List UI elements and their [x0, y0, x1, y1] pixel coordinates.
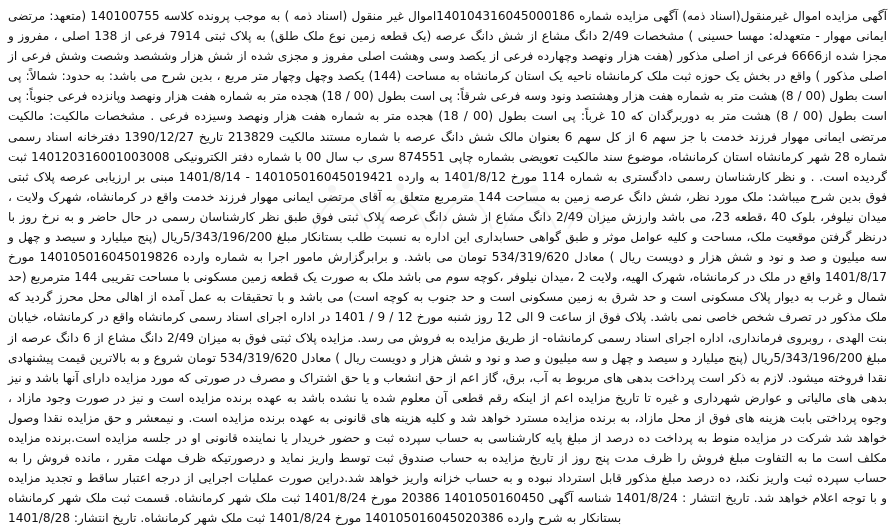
notice-footer-line: و با توجه اعلام بستانکار به شرح وارده 140105016045020386 مورخ 1401/8/24 ثبت ملک شهر کرمانشاه. تاریخ انتشار: 1401/8/28 [8, 491, 888, 526]
auction-notice-text [8, 6, 887, 528]
notice-paragraph: آگهی مزایده اموال غیرمنقول(اسناد ذمه) آگهی مزایده شماره 140104316045000186اموال غیر منقول (اسناد ذمه ) به موجب پرونده کلاسه 140100755 (متعهد: مرتضی ایمانی مهوار - متعهدله: مهسا حسینی ) مشخصات 2/49 دانگ مشاع از شش دانگ عرصه (یک قطعه زمین نوع ملک طلق) به پلاک ثبتی 7914 فرعی از 138 اصلی ، مفروز و مجزا شده از6666 فرعی از اصلی مذکور (هفت هزار ونهصد وچهارده فرعی از یکصد وسی وهشت اصلی مفروز و مجزی شده از شش هزار وششصد وشصت وشش فرعی از اصلی مذکور ) واقع در بخش یک حوزه ثبت ملک کرمانشاه ناحیه یک استان کرمانشاه به مساحت (144) یکصد وچهل وچهار متر مربع ، بدین شرح می باشد: به حدود: شمالاً: پی است بطول (00 / 8) هشت متر به شماره هفت هزار وهشتصد ونود وسه فرعی شرقاً: پی است بطول (00 / 18) هجده متر به شماره هفت هزار ونهصد وپانزده فرعی جنوباً: پی است بطول (00 / 8) هشت متر به دوربرگدان که 10 غرباً: پی است بطول (00 / 18) هجده متر به شماره هفت هزار ونهصد وسیزده فرعی . مشخصات مالکیت: مالکیت مرتضی ایمانی مهوار فرزند خدمت با جز سهم 6 از کل سهم 6 بعنوان مالک شش دانگ عرصه با شماره مستند مالکیت 213829 تاریخ 1390/12/27 دفترخانه اسناد رسمی شماره 28 شهر کرمانشاه استان کرمانشاه، موضوع سند مالکیت تعویضی بشماره چاپی 874551 سری ب سال 00 با شماره دفتر الکترونیکی 140120316001003008 ثبت گردیده است. . و نظر کارشناسان رسمی دادگستری به شماره 114 مورخ 1401/8/12 به وارده 140105016045019421 - 1401/8/14 مبنی بر ارزیابی عرصه پلاک ثبتی فوق بدین شرح میباشد: ملک مورد نظر، شش دانگ عرصه زمین به مساحت 144 مترمربع متعلق به آقای مرتضی ایمانی مهوار فرزند خدمت واقع در کرمانشاه، شهرک ولایت ، میدان نیلوفر، بلوک 40 ،قطعه 23، می باشد وارزش میزان 2/49 دانگ مشاع از شش دانگ عرصه پلاک ثبتی فوق طبق نظر کارشناسان رسمی در حال حاضر و به نرخ روز با درنظر گرفتن موقعیت ملک، مساحت و کلیه عوامل موثر و طبق گواهی حسابداری این اداره به نسبت طلب بستانکار مبلغ 5/343/196/200ریال (پنج میلیارد و سیصد و چهل و سه میلیون و صد و نود و شش هزار و دویست ریال ) معادل 534/319/620 تومان می باشد. و برابرگزارش مامور اجرا به شماره وارده 140105016045019826 مورخ 1401/8/17 واقع در ملک در کرمانشاه، شهرک الهیه، ولایت 2 ،میدان نیلوفر ،کوچه سوم می باشد ملک به صورت یک قطعه زمین مسکونی با مساحت تقریبی 144 مترمربع (حد شمال و غرب به دیوار پلاک مسکونی است و حد شرق به زمین مسکونی است و حد جنوب به کوچه است) می باشد و با تحقیقات به عمل آمده از اهالی محل محرز گردید که ملک مذکور در تصرف شخص خاصی نمی باشد. پلاک فوق از ساعت 9 الی 12 روز شنبه مورخ 12 / 9 / 1401 در اداره اجرای اسناد رسمی کرمانشاه واقع در کرمانشاه، خیابان بنت الهدی ، روبروی فرمانداری، اداره اجرای اسناد رسمی کرمانشاه- از طریق مزایده به فروش می رسد. مزایده پلاک ثبتی فوق به میزان 2/49 دانگ مشاع از 6 دانگ عرصه از مبلغ 5/343/196/200ریال (پنج میلیارد و سیصد و چهل و سه میلیون و صد و نود و شش هزار و دویست ریال ) معادل 534/319/620 تومان شروع و به بالاترین قیمت پیشنهادی نقدا فروخته میشود. لازم به ذکر است پرداخت بدهی های مربوط به آب، برق، گاز اعم از حق انشعاب و یا حق اشتراک و مصرف در صورتی که مورد مزایده دارای آنها باشد و نیز بدهی های مالیاتی و عوارض شهرداری و غیره تا تاریخ مزایده اعم از اینکه رقم قطعی آن معلوم شده یا نشده باشد به عهده برنده مزایده است و نیز در صورت وجود مازاد ، وجوه پرداختی بابت هزینه های فوق از محل مازاد، به برنده مزایده مسترد خواهد شد و کلیه هزینه های قانونی به عهده برنده مزایده است. و نیمعشر و حق مزایده نقدا وصول خواهد شد شرکت در مزایده منوط به پرداخت ده درصد از مبلغ پایه کارشناسی به حساب سپرده ثبت و حضور خریدار یا نماینده قانونی او در جلسه مزایده است.برنده مزایده مکلف است ما به التفاوت مبلغ فروش را ظرف مدت پنج روز از تاریخ مزایده به حساب صندوق ثبت توسط واریز نماید و درصورتیکه ظرف مهلت مقرر ، مانده فروش را به حساب سپرده ثبت واریز نکند، ده درصد مبلغ مذکور قابل استرداد نبوده و به حساب خزانه واریز خواهد شد.دراین صورت عملیات اجرایی از درجه اعتبار ساقط و تجدید مزایده خواهد شد. تاریخ انتشار : 1401/8/24 شناسه آگهی 1401050160450 20386 مورخ 1401/8/24 ثبت ملک شهر کرمانشاه. قسمت ثبت ملک شهر کرمانشاه [8, 9, 888, 506]
